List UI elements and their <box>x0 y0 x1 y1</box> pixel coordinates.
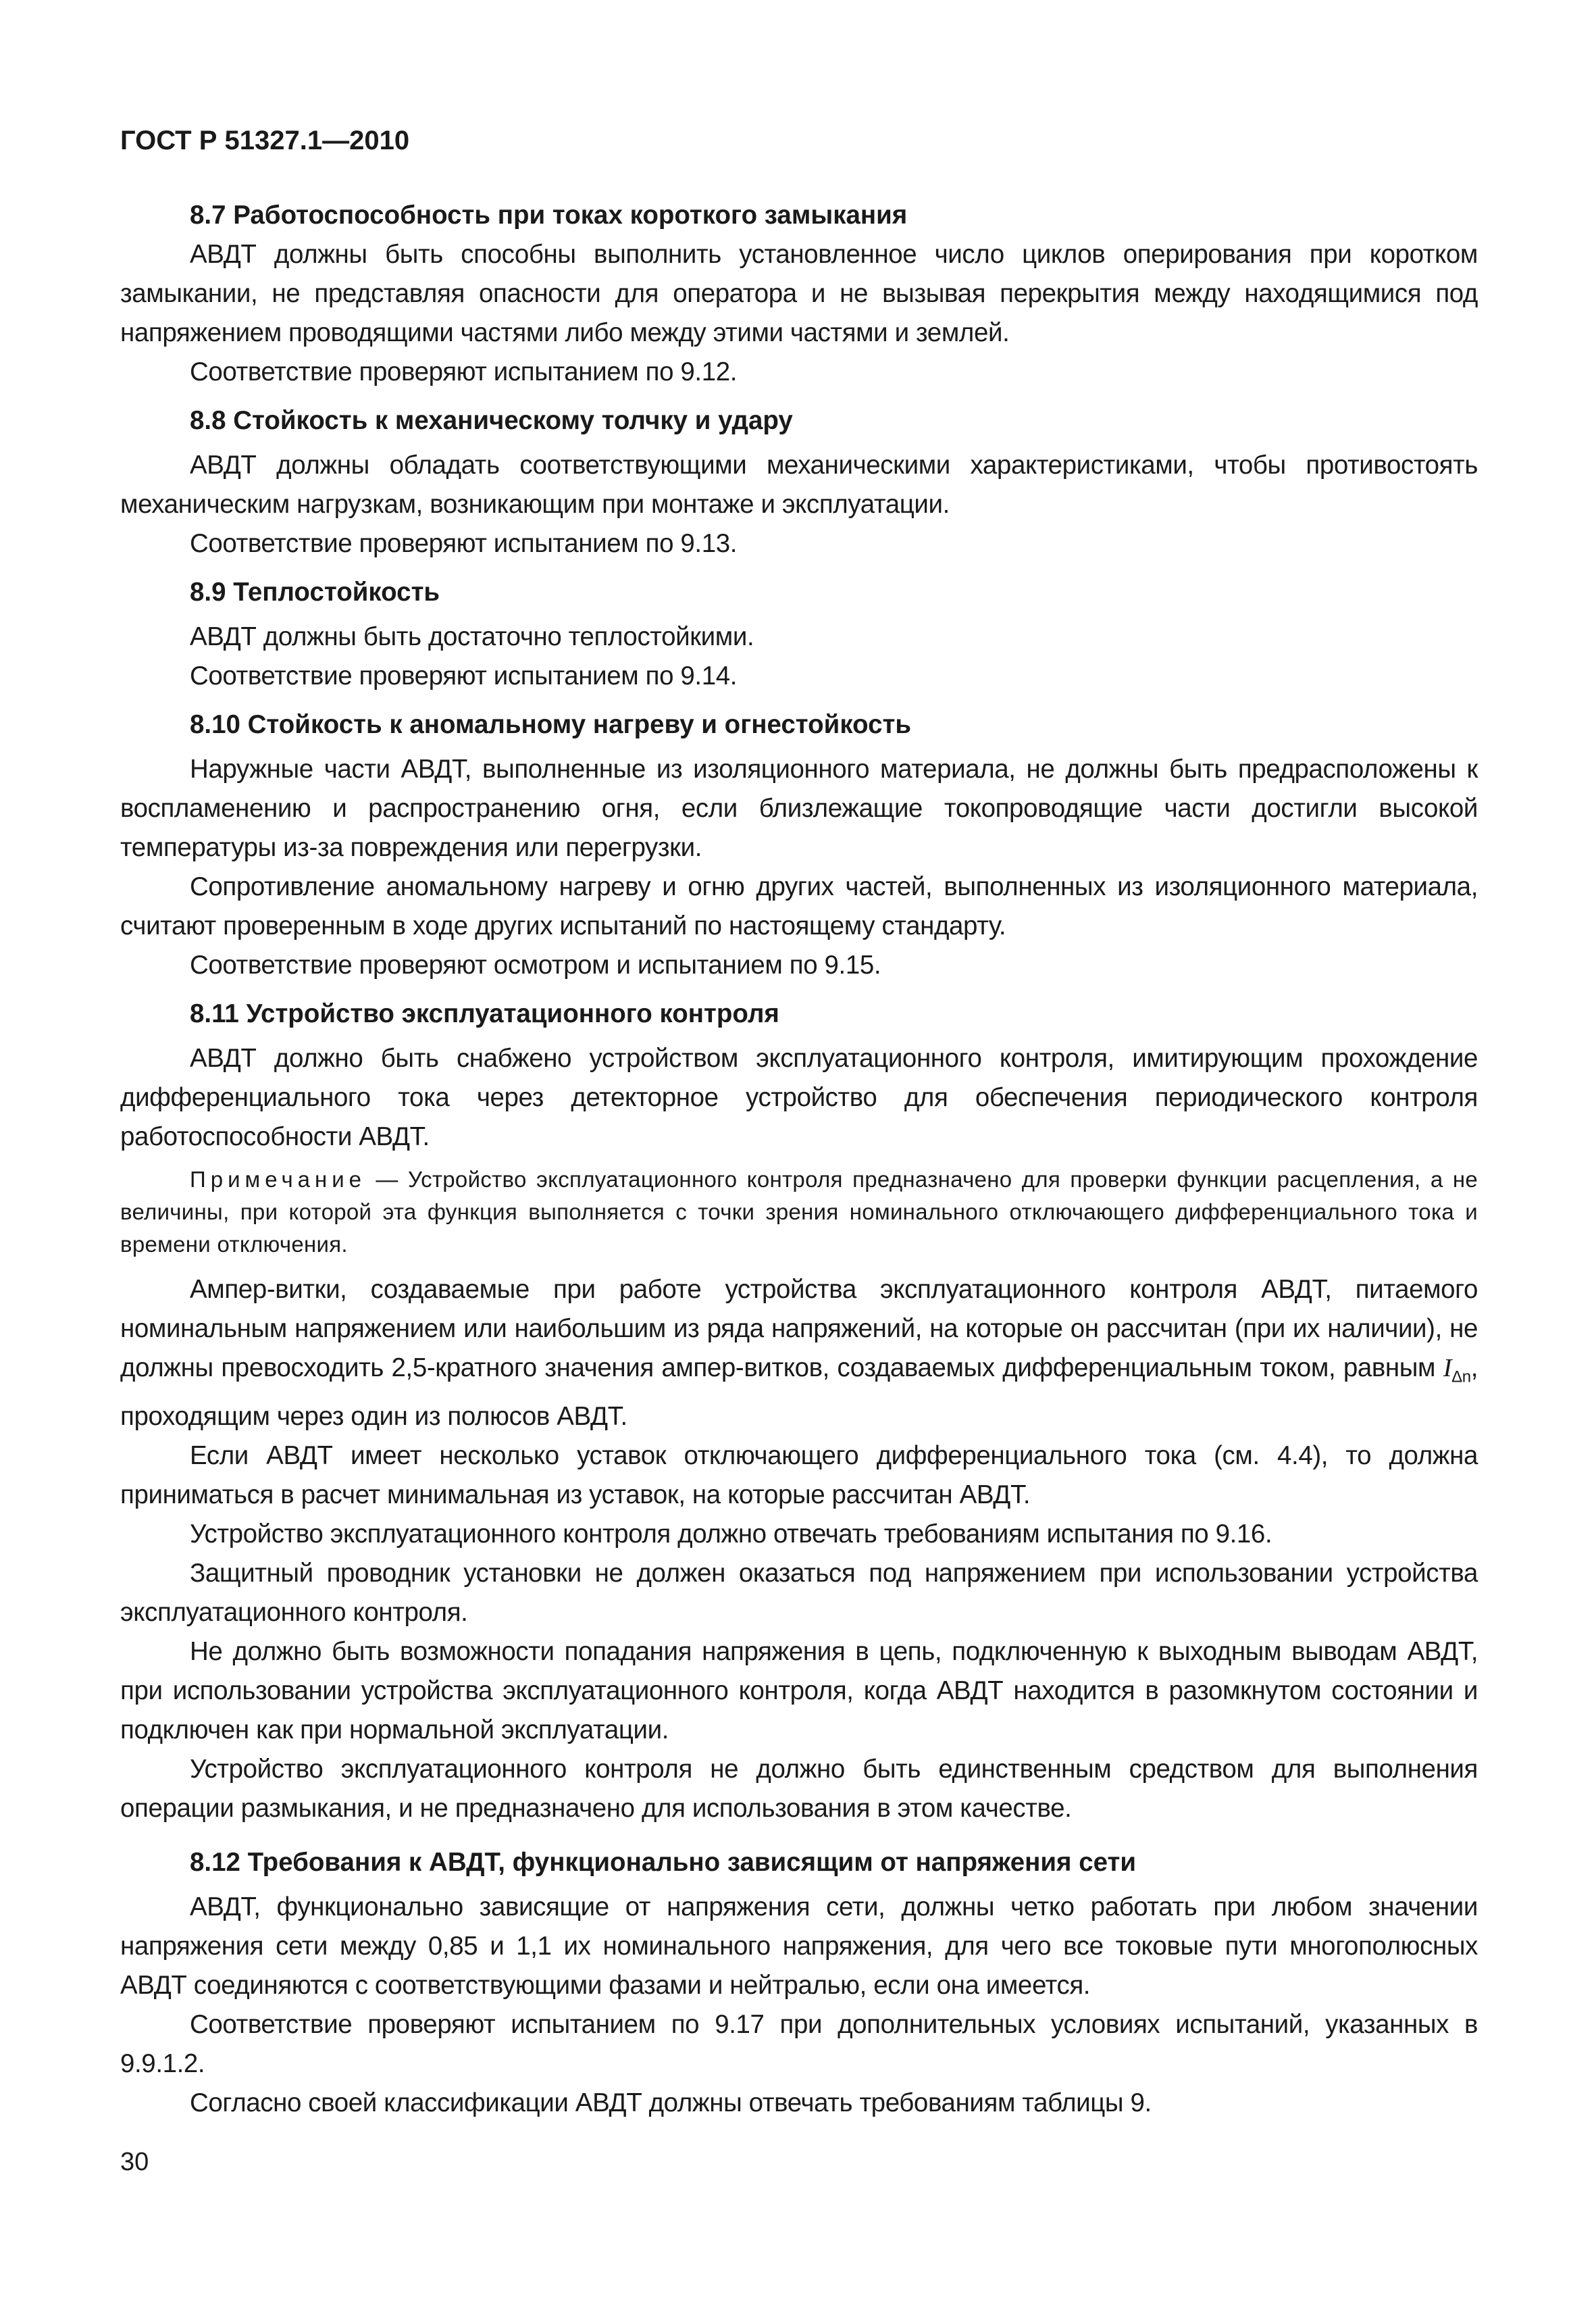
paragraph: Сопротивление аномальному нагреву и огню других частей, выполненных из изоляционного материала, считают проверенным в ходе других испытаний по настоящему стандарту. <box>120 872 1478 940</box>
paragraph: Соответствие проверяют осмотром и испытанием по 9.15. <box>190 951 881 980</box>
paragraph-text: Ампер-витки, создаваемые при работе устройства эксплуатационного контроля АВДТ, питаемого номинальным напряжением или наибольшим из ряда напряжений, на которые он рассчитан (при их наличии), не должны превосходить 2,5-кратного значения ампер-витков, создаваемых дифференциальным током, равным <box>120 1275 1478 1382</box>
section-title: 8.10 Стойкость к аномальному нагреву и огнестойкость <box>190 710 912 739</box>
section-title: 8.7 Работоспособность при токах короткого замыкания <box>190 201 908 230</box>
page-number: 30 <box>120 2148 149 2176</box>
paragraph: АВДТ должны обладать соответствующими механическими характеристиками, чтобы противостоять механическим нагрузкам, возникающим при монтаже и эксплуатации. <box>120 451 1478 519</box>
paragraph: АВДТ должны быть достаточно теплостойкими. <box>190 622 754 651</box>
symbol-letter: I <box>1443 1354 1452 1382</box>
section-8-8 <box>120 401 1478 563</box>
note-text: — Устройство эксплуатационного контроля предназначено для проверки функции расцепления, а не величины, при которой эта функция выполняется с точки зрения номинального отключающего дифференциального тока и времени отключения. <box>120 1167 1478 1257</box>
paragraph-text: , проходящим через один из полюсов АВДТ. <box>120 1353 1478 1431</box>
paragraph: Соответствие проверяют испытанием по 9.17 при дополнительных условиях испытаний, указанных в 9.9.1.2. <box>120 2009 1478 2078</box>
rated-residual-current-symbol <box>1443 1354 1471 1386</box>
note-label: Примечание <box>190 1167 367 1192</box>
document-page <box>120 123 1478 2123</box>
section-8-9 <box>120 573 1478 696</box>
paragraph: Устройство эксплуатационного контроля должно отвечать требованиям испытания по 9.16. <box>190 1519 1272 1549</box>
section-8-12 <box>120 1843 1478 2123</box>
paragraph: АВДТ должно быть снабжено устройством эксплуатационного контроля, имитирующим прохождение дифференциального тока через детекторное устройство для обеспечения периодического контроля работоспособности АВДТ. <box>120 1044 1478 1151</box>
paragraph: Устройство эксплуатационного контроля не должно быть единственным средством для выполнения операции размыкания, и не предназначено для использования в этом качестве. <box>120 1754 1478 1823</box>
note <box>120 1163 1478 1261</box>
paragraph: Если АВДТ имеет несколько уставок отключающего дифференциального тока (см. 4.4), то должна приниматься в расчет минимальная из уставок, на которые рассчитан АВДТ. <box>120 1440 1478 1509</box>
document-id: ГОСТ Р 51327.1—2010 <box>120 126 410 155</box>
section-title: 8.11 Устройство эксплуатационного контроля <box>190 999 779 1028</box>
section-8-10 <box>120 705 1478 985</box>
section-8-11 <box>120 995 1478 1828</box>
paragraph: Соответствие проверяют испытанием по 9.12. <box>190 357 738 386</box>
paragraph: Защитный проводник установки не должен оказаться под напряжением при использовании устройства эксплуатационного контроля. <box>120 1558 1478 1627</box>
paragraph: Наружные части АВДТ, выполненные из изоляционного материала, не должны быть предрасположены к воспламенению и распространению огня, если близлежащие токопроводящие части достигли высокой температуры из-за повреждения или перегрузки. <box>120 755 1478 862</box>
paragraph: АВДТ должны быть способны выполнить установленное число циклов оперирования при коротком замыкании, не представляя опасности для оператора и не вызывая перекрытия между находящимися под напряжением проводящими частями либо между этими частями и землей. <box>120 240 1478 347</box>
section-title: 8.9 Теплостойкость <box>190 578 440 607</box>
section-8-7 <box>120 196 1478 392</box>
paragraph: Не должно быть возможности попадания напряжения в цепь, подключенную к выходным выводам АВДТ, при использовании устройства эксплуатационного контроля, когда АВДТ находится в разомкнутом состоянии и подключен как при нормальной эксплуатации. <box>120 1636 1478 1744</box>
paragraph: АВДТ, функционально зависящие от напряжения сети, должны четко работать при любом значении напряжения сети между 0,85 и 1,1 их номинального напряжения, для чего все токовые пути многополюсных АВДТ соединяются с соответствующими фазами и нейтралью, если она имеется. <box>120 1892 1478 2000</box>
paragraph: Соответствие проверяют испытанием по 9.14. <box>190 661 738 690</box>
paragraph <box>120 1270 1478 1436</box>
section-title: 8.12 Требования к АВДТ, функционально зависящим от напряжения сети <box>190 1847 1137 1877</box>
paragraph: Соответствие проверяют испытанием по 9.13. <box>190 529 738 558</box>
paragraph: Согласно своей классификации АВДТ должны отвечать требованиям таблицы 9. <box>190 2088 1152 2117</box>
section-title: 8.8 Стойкость к механическому толчку и удару <box>190 406 793 435</box>
symbol-subscript: Δn <box>1451 1367 1471 1386</box>
